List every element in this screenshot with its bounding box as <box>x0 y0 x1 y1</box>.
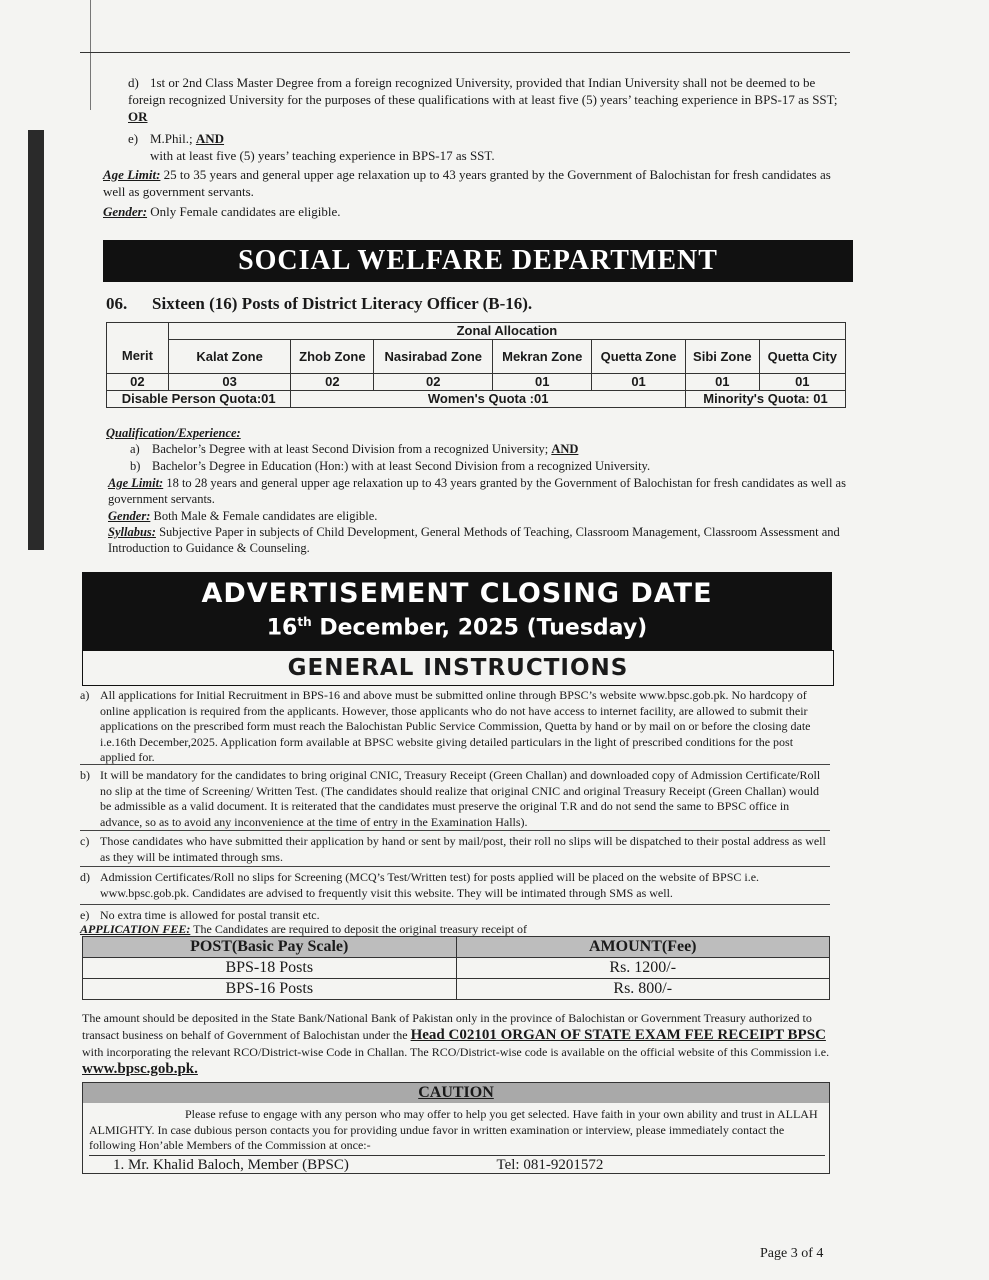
col-zhob: Zhob Zone <box>291 340 374 374</box>
item-e: e) M.Phil.; AND with at least five (5) years’ teaching experience in BPS-17 as SST. <box>128 131 495 163</box>
val-mekran: 01 <box>493 374 592 391</box>
scan-edge <box>30 0 91 110</box>
women-quota: Women's Quota :01 <box>291 391 686 408</box>
scan-shadow <box>28 130 44 550</box>
fee-row1-amount: Rs. 1200/- <box>456 958 830 979</box>
val-kalat: 03 <box>168 374 291 391</box>
col-quetta: Quetta Zone <box>592 340 686 374</box>
col-sibi: Sibi Zone <box>685 340 759 374</box>
minority-quota: Minority's Quota: 01 <box>685 391 845 408</box>
instruction-d: d) Admission Certificates/Roll no slips for Screening (MCQ’s Test/Written test) for posts applied will be placed on the website of BPSC i.e. www.bpsc.gob.pk. Candidates are advised to frequently visit this website. They will be intimated through SMS as well. <box>80 870 760 900</box>
caution-box <box>82 1082 830 1174</box>
contact-row <box>89 1155 825 1174</box>
val-nasirabad: 02 <box>374 374 493 391</box>
val-sibi: 01 <box>685 374 759 391</box>
val-quetta: 01 <box>592 374 686 391</box>
post-heading: 06. Sixteen (16) Posts of District Literacy Officer (B-16). <box>106 294 533 313</box>
zonal-header: Zonal Allocation <box>168 323 845 340</box>
instruction-c: c) Those candidates who have submitted their application by hand or sent by mail/post, their roll no slips will be dispatched to their postal address as well as they will be intimated through sms. <box>80 834 826 864</box>
top-divider <box>80 52 850 53</box>
fee-col-post: POST(Basic Pay Scale) <box>83 937 457 958</box>
fee-row2-amount: Rs. 800/- <box>456 979 830 1000</box>
disable-quota: Disable Person Quota:01 <box>107 391 291 408</box>
fee-row2-post: BPS-16 Posts <box>83 979 457 1000</box>
deposit-instructions: The amount should be deposited in the State Bank/National Bank of Pakistan only in the province of Balochistan or Government Treasury authorized to transact business on behalf of Government of Balochistan under the Head C02101 ORGAN OF STATE EXAM FEE RECEIPT BPSC with incorporating the relevant RCO/District-wise Code in Challan. The RCO/District-wise code is available on the official website of this Commission i.e. www.bpsc.gob.pk. <box>82 1011 830 1077</box>
age-limit-prev: Age Limit: 25 to 35 years and general upper age relaxation up to 43 years granted by the Government of Balochistan for fresh candidates as well as government servants. <box>103 167 831 199</box>
val-quetta-city: 01 <box>759 374 845 391</box>
closing-date: 16th December, 2025 (Tuesday) <box>266 615 648 641</box>
instruction-b: b) It will be mandatory for the candidates to bring original CNIC, Treasury Receipt (Green Challan) and downloaded copy of Admission Certificate/Roll no slip at the time of Screening/ Written Test. (The candidates should realize that original CNIC and original Treasury Receipt (Green Challan) would be admissible as a valid document. It is reiterated that the candidates must preserve the original T.R and do not send the same to BPSC office in advance, so as to avoid any inconvenience at the time of entry in the Examination Halls). <box>80 768 821 829</box>
val-merit: 02 <box>107 374 169 391</box>
col-nasirabad: Nasirabad Zone <box>374 340 493 374</box>
col-kalat: Kalat Zone <box>168 340 291 374</box>
age-limit: Age Limit: 18 to 28 years and general upper age relaxation up to 43 years granted by the Government of Balochistan for fresh candidates as well as government servants. <box>108 476 846 506</box>
qualification-heading: Qualification/Experience: <box>106 426 241 440</box>
col-merit: Merit <box>107 340 169 374</box>
zonal-blank <box>107 323 169 340</box>
closing-title: ADVERTISEMENT CLOSING DATE <box>201 578 713 609</box>
caution-text: Please refuse to engage with any person who may offer to help you get selected. Have faith in your own ability and trust in ALLAH ALMIGHTY. In case dubious person contacts you for providing undue favor in written examination or interview, please immediately contact the following Hon’able Members of the Commission at once:- <box>89 1107 818 1152</box>
divider <box>80 866 830 867</box>
qualification-a: a) Bachelor’s Degree with at least Second Division from a recognized University; AND <box>130 442 579 456</box>
general-instructions-title: GENERAL INSTRUCTIONS <box>82 650 834 686</box>
val-zhob: 02 <box>291 374 374 391</box>
col-quetta-city: Quetta City <box>759 340 845 374</box>
zonal-allocation-table <box>106 322 846 408</box>
syllabus: Syllabus: Subjective Paper in subjects of Child Development, General Methods of Teaching, Classroom Management, Classroom Assessment and Introduction to Guidance & Counseling. <box>108 525 840 555</box>
department-title: SOCIAL WELFARE DEPARTMENT <box>103 240 853 282</box>
caution-title: CAUTION <box>83 1083 829 1103</box>
item-d: d) 1st or 2nd Class Master Degree from a foreign recognized University, provided that Indian University shall not be deemed to be foreign recognized University for the purposes of these qualifications with at least five (5) years’ teaching experience in BPS-17 as SST; OR <box>128 75 838 124</box>
gender: Gender: Both Male & Female candidates are eligible. <box>108 509 378 523</box>
application-fee: APPLICATION FEE: The Candidates are required to deposit the original treasury receipt of <box>80 922 528 936</box>
instruction-e: e) No extra time is allowed for postal transit etc. <box>80 908 320 922</box>
col-mekran: Mekran Zone <box>493 340 592 374</box>
divider <box>80 904 830 905</box>
divider <box>80 764 830 765</box>
contact-name: 1. Mr. Khalid Baloch, Member (BPSC) <box>113 1157 349 1173</box>
qualification-b: b) Bachelor’s Degree in Education (Hon:) with at least Second Division from a recognized University. <box>130 459 651 473</box>
fee-row1-post: BPS-18 Posts <box>83 958 457 979</box>
fee-col-amount: AMOUNT(Fee) <box>456 937 830 958</box>
fee-table <box>82 936 830 1000</box>
divider <box>80 830 830 831</box>
page-number: Page 3 of 4 <box>760 1246 824 1261</box>
instruction-a: a) All applications for Initial Recruitment in BPS-16 and above must be submitted online through BPSC’s website www.bpsc.gob.pk. No hardcopy of online application is required from the applicants. However, those applicants who do not have access to internet facility, are allowed to submit their applications on the prescribed form must reach the Balochistan Public Service Commission, Quetta by hand or by mail on or before the closing date i.e.16th December,2025. Application form available at BPSC website giving detailed particulars in the light of prescribed conditions for the post applied for. <box>80 688 811 764</box>
contact-tel: Tel: 081-9201572 <box>496 1157 604 1173</box>
gender-prev: Gender: Only Female candidates are eligible. <box>103 204 341 219</box>
